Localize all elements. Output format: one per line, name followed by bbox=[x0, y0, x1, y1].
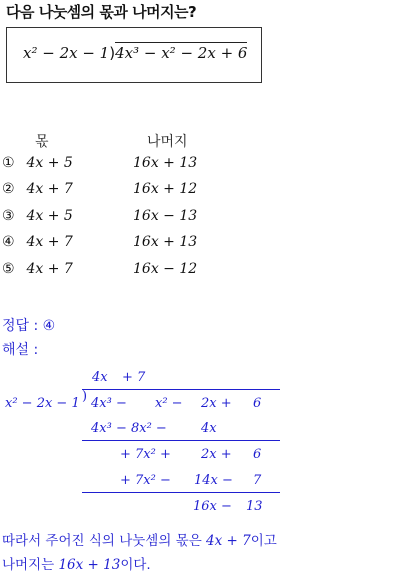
ld-dividend-term: 4x³ − bbox=[91, 396, 127, 411]
choice-quotient: 4x + 5 bbox=[26, 208, 73, 224]
conclusion-text: 이다. bbox=[120, 557, 151, 573]
ld-rule bbox=[82, 440, 280, 441]
choice-remainder: 16x + 13 bbox=[133, 155, 198, 171]
ld-bracket: ) bbox=[82, 389, 88, 404]
ld-subtract-term: 7 bbox=[253, 473, 262, 488]
division-bracket: ) bbox=[109, 44, 116, 62]
ld-remainder-term: 2x + bbox=[201, 447, 232, 462]
conclusion-quotient: 4x + 7 bbox=[206, 533, 251, 549]
choice-number: ② bbox=[2, 181, 15, 197]
ld-subtract-term: 14x − bbox=[194, 473, 233, 488]
divisor: x² − 2x − 1 bbox=[23, 44, 110, 62]
choice-quotient: 4x + 7 bbox=[26, 181, 73, 197]
choice-number: ⑤ bbox=[2, 261, 15, 277]
division-bar bbox=[82, 389, 280, 390]
quotient-term: + 7 bbox=[122, 370, 146, 385]
choice-remainder: 16x + 12 bbox=[133, 181, 198, 197]
ld-subtract-term: + 7x² − bbox=[120, 473, 171, 488]
conclusion-line-1 bbox=[2, 529, 277, 549]
ld-rule bbox=[82, 492, 280, 493]
conclusion-remainder: 16x + 13 bbox=[58, 557, 121, 573]
ld-subtract-term: 4x bbox=[201, 421, 217, 436]
ld-final-term: 16x − bbox=[193, 499, 232, 514]
ld-dividend-term: x² − bbox=[155, 396, 183, 411]
choice-number: ③ bbox=[2, 208, 15, 224]
choice-remainder: 16x + 13 bbox=[133, 234, 198, 250]
ld-final-term: 13 bbox=[246, 499, 263, 514]
ld-dividend-term: 6 bbox=[253, 396, 262, 411]
header-remainder: 나머지 bbox=[147, 134, 188, 150]
conclusion-text: 나머지는 bbox=[2, 557, 55, 573]
choice-quotient: 4x + 5 bbox=[26, 155, 73, 171]
ld-remainder-term: + 7x² + bbox=[120, 447, 171, 462]
answer-label: 정답 : ④ bbox=[2, 318, 56, 334]
choice-remainder: 16x − 13 bbox=[133, 208, 198, 224]
choice-number: ① bbox=[2, 155, 15, 171]
choice-number: ④ bbox=[2, 234, 15, 250]
ld-subtract-term: 4x³ − 8x² − bbox=[91, 421, 167, 436]
ld-remainder-term: 6 bbox=[253, 447, 262, 462]
choice-remainder: 16x − 12 bbox=[133, 261, 198, 277]
conclusion-line-2 bbox=[2, 553, 151, 573]
explanation-label: 해설 : bbox=[2, 342, 39, 358]
conclusion-text: 따라서 주어진 식의 나눗셈의 몫은 bbox=[2, 533, 202, 549]
choice-quotient: 4x + 7 bbox=[26, 261, 73, 277]
ld-dividend-term: 2x + bbox=[201, 396, 232, 411]
ld-divisor: x² − 2x − 1 bbox=[5, 396, 80, 411]
choice-quotient: 4x + 7 bbox=[26, 234, 73, 250]
question-title: 다음 나눗셈의 몫과 나머지는? bbox=[6, 3, 197, 21]
dividend: 4x³ − x² − 2x + 6 bbox=[115, 44, 248, 62]
quotient-term: 4x bbox=[92, 370, 108, 385]
conclusion-text: 이고 bbox=[250, 533, 277, 549]
header-quotient: 몫 bbox=[35, 134, 49, 150]
